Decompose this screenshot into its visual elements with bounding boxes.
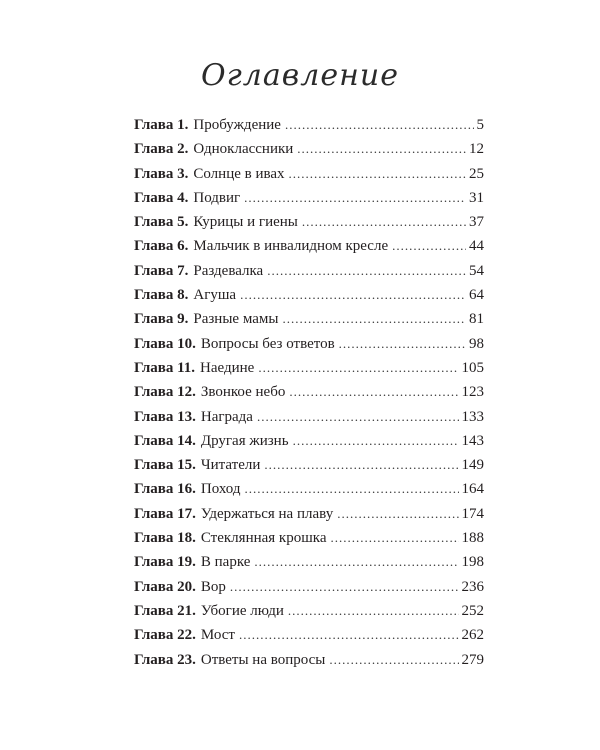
toc-entry[interactable] xyxy=(134,530,484,554)
dot-leader xyxy=(331,530,459,546)
chapter-title: Ответы на вопросы xyxy=(200,651,326,668)
chapter-number: Глава 5. xyxy=(134,214,189,231)
chapter-title: Раздевалка xyxy=(193,262,264,279)
page-number: 279 xyxy=(461,651,484,668)
page-number: 123 xyxy=(461,384,484,401)
dot-leader xyxy=(337,506,458,522)
chapter-number: Глава 1. xyxy=(134,117,189,133)
dot-leader xyxy=(392,238,466,254)
toc-entry[interactable] xyxy=(134,384,484,408)
chapter-title: Другая жизнь xyxy=(200,432,289,449)
chapter-title: Пробуждение xyxy=(193,117,281,133)
chapter-number: Глава 14. xyxy=(134,432,196,449)
toc-entry[interactable] xyxy=(134,287,484,311)
chapter-number: Глава 6. xyxy=(134,238,189,255)
chapter-title: Разные мамы xyxy=(193,311,279,328)
dot-leader xyxy=(267,263,466,279)
toc-entry[interactable] xyxy=(134,214,484,238)
toc-entry[interactable] xyxy=(134,652,484,676)
toc-entry[interactable] xyxy=(134,166,484,190)
chapter-number: Глава 3. xyxy=(134,165,189,182)
chapter-number: Глава 20. xyxy=(134,578,196,595)
page-number: 5 xyxy=(476,117,484,133)
chapter-number: Глава 18. xyxy=(134,530,196,547)
chapter-number: Глава 9. xyxy=(134,311,189,328)
toc-entry[interactable] xyxy=(134,409,484,433)
dot-leader xyxy=(244,481,458,497)
chapter-number: Глава 23. xyxy=(134,651,196,668)
page-number: 25 xyxy=(469,165,484,182)
toc-entry[interactable] xyxy=(134,554,484,578)
chapter-number: Глава 11. xyxy=(134,359,196,376)
dot-leader xyxy=(288,603,459,619)
dot-leader xyxy=(254,554,458,570)
chapter-title: Подвиг xyxy=(193,189,241,206)
chapter-title: Читатели xyxy=(200,457,261,474)
dot-leader xyxy=(240,287,466,303)
chapter-number: Глава 21. xyxy=(134,602,196,619)
chapter-number: Глава 19. xyxy=(134,554,196,571)
chapter-title: Агуша xyxy=(193,287,237,304)
page-number: 64 xyxy=(469,287,484,304)
toc-entry[interactable] xyxy=(134,603,484,627)
chapter-title: Мост xyxy=(200,627,235,644)
toc-entry[interactable] xyxy=(134,360,484,384)
page-number: 31 xyxy=(469,189,484,206)
toc-entry[interactable] xyxy=(134,238,484,262)
toc-entry[interactable] xyxy=(134,506,484,530)
dot-leader xyxy=(329,652,458,668)
page-number: 105 xyxy=(461,359,484,376)
chapter-number: Глава 4. xyxy=(134,189,189,206)
toc-entry[interactable] xyxy=(134,481,484,505)
chapter-title: Звонкое небо xyxy=(200,384,286,401)
toc-entry[interactable] xyxy=(134,627,484,651)
chapter-number: Глава 12. xyxy=(134,384,196,401)
chapter-title: В парке xyxy=(200,554,251,571)
page-number: 149 xyxy=(461,457,484,474)
page-number: 143 xyxy=(461,432,484,449)
chapter-title: Стеклянная крошка xyxy=(200,530,327,547)
chapter-title: Поход xyxy=(200,481,241,498)
chapter-title: Убогие люди xyxy=(200,602,284,619)
chapter-title: Удержаться на плаву xyxy=(200,505,334,522)
chapter-title: Солнце в ивах xyxy=(193,165,285,182)
dot-leader xyxy=(264,457,458,473)
page-number: 98 xyxy=(469,335,484,352)
chapter-title: Одноклассники xyxy=(193,141,294,158)
page-number: 174 xyxy=(461,505,484,522)
page-number: 236 xyxy=(461,578,484,595)
chapter-number: Глава 15. xyxy=(134,457,196,474)
dot-leader xyxy=(302,214,466,230)
toc-entry[interactable] xyxy=(134,263,484,287)
chapter-number: Глава 22. xyxy=(134,627,196,644)
chapter-title: Наедине xyxy=(200,359,255,376)
page-number: 262 xyxy=(461,627,484,644)
page-number: 188 xyxy=(461,530,484,547)
page-number: 12 xyxy=(469,141,484,158)
toc-entry[interactable] xyxy=(134,433,484,457)
dot-leader xyxy=(289,166,466,182)
chapter-number: Глава 17. xyxy=(134,505,196,522)
table-of-contents xyxy=(134,117,484,676)
toc-entry[interactable] xyxy=(134,117,484,141)
page-number: 164 xyxy=(461,481,484,498)
chapter-title: Курицы и гиены xyxy=(193,214,298,231)
toc-entry[interactable] xyxy=(134,311,484,335)
dot-leader xyxy=(230,579,459,595)
page-number: 37 xyxy=(469,214,484,231)
chapter-number: Глава 16. xyxy=(134,481,196,498)
dot-leader xyxy=(257,409,459,425)
toc-entry[interactable] xyxy=(134,190,484,214)
chapter-title: Вор xyxy=(200,578,226,595)
page-number: 198 xyxy=(461,554,484,571)
chapter-number: Глава 8. xyxy=(134,287,189,304)
dot-leader xyxy=(297,141,466,157)
chapter-title: Награда xyxy=(200,408,253,425)
dot-leader xyxy=(289,384,458,400)
toc-entry[interactable] xyxy=(134,336,484,360)
page-number: 44 xyxy=(469,238,484,255)
page-number: 81 xyxy=(469,311,484,328)
dot-leader xyxy=(282,311,466,327)
chapter-number: Глава 13. xyxy=(134,408,196,425)
dot-leader xyxy=(239,627,459,643)
dot-leader xyxy=(244,190,466,206)
page-number: 133 xyxy=(461,408,484,425)
dot-leader xyxy=(339,336,466,352)
chapter-number: Глава 7. xyxy=(134,262,189,279)
dot-leader xyxy=(293,433,459,449)
page-title: Оглавление xyxy=(201,58,399,93)
dot-leader xyxy=(285,117,474,133)
page-number: 54 xyxy=(469,262,484,279)
chapter-title: Вопросы без ответов xyxy=(200,335,335,352)
chapter-title: Мальчик в инвалидном кресле xyxy=(193,238,389,255)
chapter-number: Глава 10. xyxy=(134,335,196,352)
toc-entry[interactable] xyxy=(134,457,484,481)
dot-leader xyxy=(258,360,458,376)
chapter-number: Глава 2. xyxy=(134,141,189,158)
page-number: 252 xyxy=(461,602,484,619)
toc-entry[interactable] xyxy=(134,141,484,165)
toc-entry[interactable] xyxy=(134,579,484,603)
